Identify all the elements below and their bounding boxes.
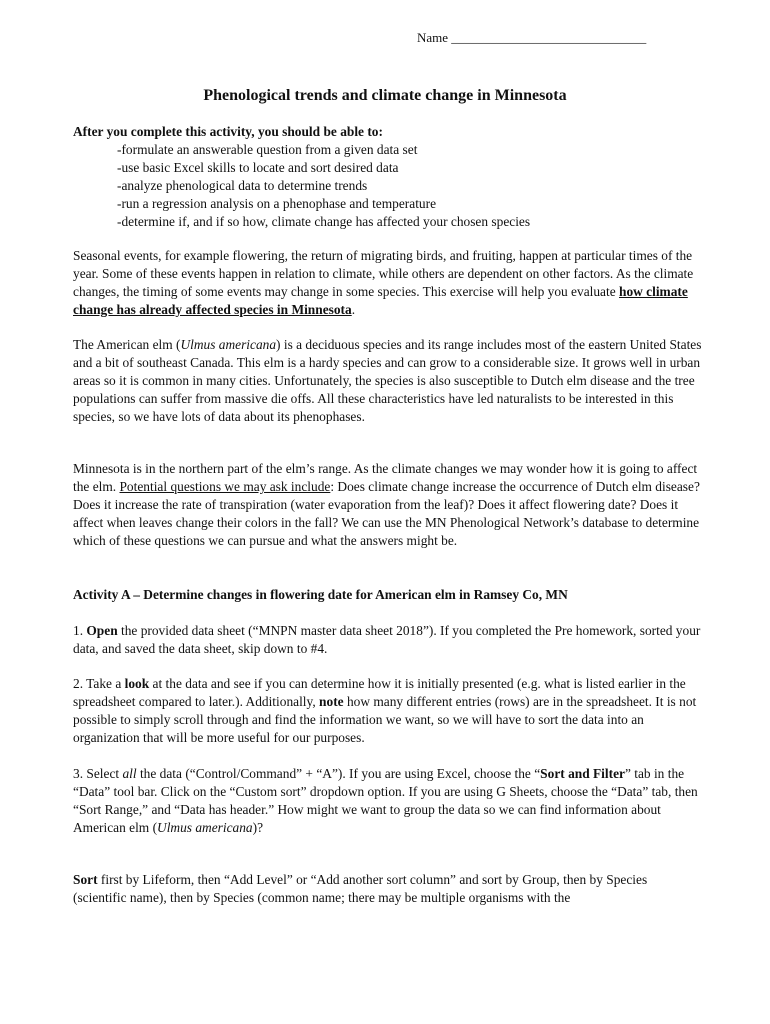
step3-all: all xyxy=(122,766,137,781)
page-title: Phenological trends and climate change in Minnesota xyxy=(203,87,567,104)
elm-species-name: Ulmus americana xyxy=(180,337,277,352)
minnesota-paragraph xyxy=(73,460,703,550)
step4-rest: first by Lifeform, then “Add Level” or “Add another sort column” and sort by Group, then by Species (scientific name), then by Species (common name; there may be multiple organisms with the xyxy=(73,872,648,905)
elm-rest: ) is a deciduous species and its range includes most of the eastern United States and a bit of southeast Canada. This elm is a hardy species and can grow to a considerable size. It grows well in urban areas so it is common in many cities. Unfortunately, the species is also susceptible to Dutch elm disease and the tree populations can suffer from massive die offs. All these characteristics have led naturalists to be interested in this species, so we have lots of data about its phenophases. xyxy=(73,337,702,424)
step2-a: 2. Take a xyxy=(73,676,125,691)
activity-a-heading: Activity A – Determine changes in flowering date for American elm in Ramsey Co, MN xyxy=(73,587,568,602)
step3-a: 3. Select xyxy=(73,766,123,781)
objective-item: -analyze phenological data to determine trends xyxy=(117,178,368,193)
step1-num: 1. xyxy=(73,623,87,638)
step2-c: how many different entries (rows) are in the spreadsheet. It is not possible to simply scroll through and find the information we want, so we will have to sort the data into an organization that will be more useful for our purposes. xyxy=(73,694,697,745)
objective-item: -formulate an answerable question from a given data set xyxy=(117,142,418,157)
objective-item: -run a regression analysis on a phenophase and temperature xyxy=(117,196,437,211)
step4-sort: Sort xyxy=(73,872,98,887)
name-field xyxy=(417,30,646,46)
step2-note: note xyxy=(319,694,344,709)
minnesota-rest: : Does climate change increase the occurrence of Dutch elm disease? Does it increase the rate of transpiration (water evaporation from the leaf)? Does it affect flowering date? Does it affect when leaves change their colors in the fall? We can use the MN Phenological Network’s database to determine which of these questions we can pursue and what the answers might be. xyxy=(73,479,700,548)
step3-b: the data (“Control/Command” + “A”). If you are using Excel, choose the “ xyxy=(136,766,541,781)
step1-rest: the provided data sheet (“MNPN master data sheet 2018”). If you completed the Pre homework, sorted your data, and saved the data sheet, skip down to #4. xyxy=(73,623,701,656)
step-2 xyxy=(73,675,703,747)
minnesota-underlined: Potential questions we may ask include xyxy=(119,479,331,494)
step2-b: at the data and see if you can determine how it is initially presented (e.g. what is listed earlier in the spreadsheet compared to later.). Additionally, xyxy=(73,676,686,709)
minnesota-start: Minnesota is in the northern part of the elm’s range. As the climate changes we may wonder how it is going to affect the elm. xyxy=(73,461,698,494)
intro-end: . xyxy=(351,302,356,317)
objective-item: -determine if, and if so how, climate change has affected your chosen species xyxy=(117,214,531,229)
intro-emphasis: how climate change has already affected species in Minnesota xyxy=(73,284,688,317)
step3-c: ” tab in the “Data” tool bar. Click on the “Custom sort” dropdown option. If you are using G Sheets, choose the “Data” tab, then “Sort Range,” and “Data has header.” How might we want to group the data so we can find information about American elm ( xyxy=(73,766,698,835)
elm-start: The American elm ( xyxy=(73,337,181,352)
name-label: Name xyxy=(417,30,449,45)
step1-verb: Open xyxy=(86,623,118,638)
step-1 xyxy=(73,622,703,658)
step2-look: look xyxy=(124,676,150,691)
objectives-list xyxy=(117,141,530,231)
step3-d: )? xyxy=(252,820,264,835)
objectives-heading: After you complete this activity, you should be able to: xyxy=(73,124,383,139)
step3-species-name: Ulmus americana xyxy=(157,820,253,835)
step-4 xyxy=(73,871,703,907)
elm-paragraph xyxy=(73,336,703,426)
intro-text: Seasonal events, for example flowering, the return of migrating birds, and fruiting, happen at particular times of the year. Some of these events happen in relation to climate, while others are dependent on other factors. As the climate changes, the timing of some events may change in some species. This exercise will help you evaluate xyxy=(73,248,694,299)
objective-item: -use basic Excel skills to locate and sort desired data xyxy=(117,160,399,175)
step-3 xyxy=(73,765,703,837)
name-blank: ______________________________ xyxy=(451,30,647,45)
step3-sort-filter: Sort and Filter xyxy=(540,766,625,781)
intro-paragraph xyxy=(73,247,703,319)
